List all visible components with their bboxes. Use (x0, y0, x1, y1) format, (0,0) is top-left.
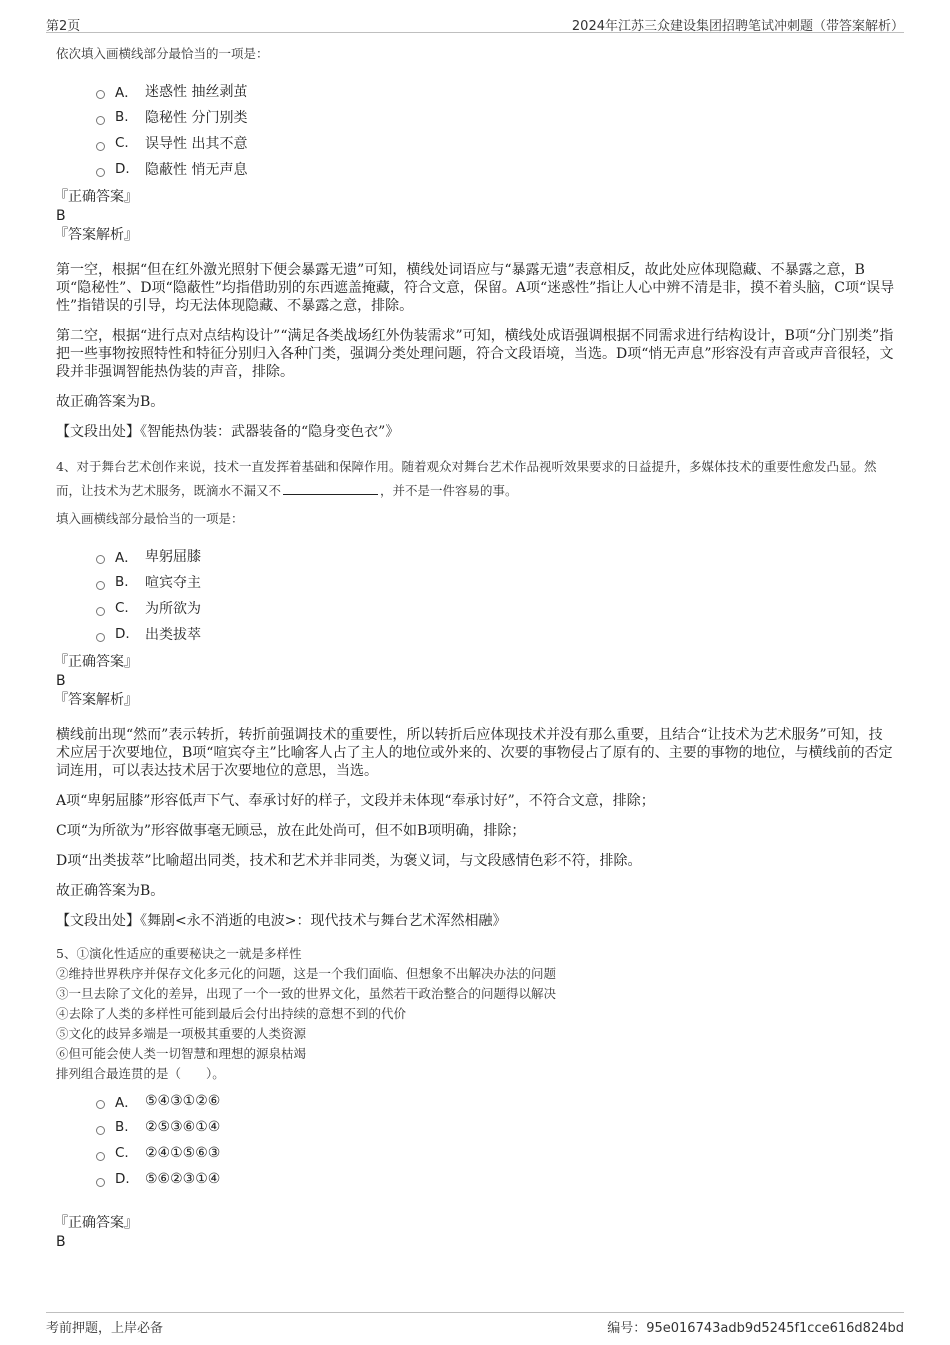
q3-option-a[interactable]: A． 迷惑性 抽丝剥茧 (96, 78, 896, 104)
q4-analysis-conclusion: 故正确答案为B。 (56, 883, 165, 899)
q5-line: ②维持世界秩序并保存文化多元化的问题，这是一个我们面临、但想象不出解决办法的问题 (56, 966, 557, 981)
q5-option-d[interactable]: D. ⑤⑥②③①④ (96, 1166, 896, 1192)
q4-option-a[interactable]: A． 卑躬屈膝 (96, 543, 896, 569)
q5-option-c[interactable]: C. ②④①⑤⑥③ (96, 1140, 896, 1166)
answer-blank (283, 481, 378, 495)
radio-icon[interactable] (96, 607, 105, 616)
q5-line: ④去除了人类的多样性可能到最后会付出持续的意想不到的代价 (56, 1006, 407, 1021)
q4-option-c[interactable]: C. 为所欲为 (96, 595, 896, 621)
q5-line: ③一旦去除了文化的差异，出现了一个一致的世界文化，虽然若干政治整合的问题得以解决 (56, 986, 557, 1001)
q3-analysis-label: 『答案解析』 (54, 227, 138, 243)
radio-icon[interactable] (96, 116, 105, 125)
q4-options (96, 543, 896, 647)
q4-analysis-label: 『答案解析』 (54, 692, 138, 708)
q4-analysis-para-2: A项“卑躬屈膝”形容低声下气、奉承讨好的样子，文段并未体现“奉承讨好”，不符合文意，排除； (56, 793, 655, 809)
document-code: 编号：95e016743adb9d5245f1cce616d824bd (607, 1321, 904, 1336)
q5-line: ⑤文化的歧异多端是一项极其重要的人类资源 (56, 1026, 307, 1041)
page-header (46, 12, 904, 33)
q3-analysis-conclusion: 故正确答案为B。 (56, 394, 165, 410)
q5-answer-label: 『正确答案』 (54, 1215, 138, 1231)
q4-prompt: 填入画横线部分最恰当的一项是： (56, 511, 244, 526)
q5-option-a[interactable]: A． ⑤④③①②⑥ (96, 1088, 896, 1114)
q4-question: 4、对于舞台艺术创作来说，技术一直发挥着基础和保障作用。随着观众对舞台艺术作品视听效果要求的日益提升，多媒体技术的重要性愈发凸显。然而，让技术为艺术服务，既滴水不漏又不 ，并不是一件容易的事。 (56, 459, 877, 498)
document-title: 2024年江苏三众建设集团招聘笔试冲刺题（带答案解析） (571, 19, 904, 34)
page-footer (46, 1312, 904, 1335)
q5-options (96, 1088, 896, 1192)
q3-option-d[interactable]: D. 隐蔽性 悄无声息 (96, 156, 896, 182)
q5-option-b[interactable]: B. ②⑤③⑥①④ (96, 1114, 896, 1140)
radio-icon[interactable] (96, 1126, 105, 1135)
q3-option-c[interactable]: C. 误导性 出其不意 (96, 130, 896, 156)
q4-answer-label: 『正确答案』 (54, 654, 138, 670)
document-body (56, 44, 896, 1252)
radio-icon[interactable] (96, 142, 105, 151)
q5-answer: B (56, 1234, 66, 1250)
radio-icon[interactable] (96, 581, 105, 590)
page-number: 第2页 (46, 19, 81, 34)
q4-answer: B (56, 673, 66, 689)
q3-option-b[interactable]: B. 隐秘性 分门别类 (96, 104, 896, 130)
q4-analysis-para-1: 横线前出现“然而”表示转折，转折前强调技术的重要性，所以转折后应体现技术并没有那么重要，且结合“让技术为艺术服务”可知，技术应居于次要地位，B项“喧宾夺主”比喻客人占了主人的地位或外来的、次要的事物侵占了原有的、主要的事物的地位，与横线前的否定词连用，可以表达技术居于次要地位的意思，当选。 (56, 727, 893, 779)
q3-prompt: 依次填入画横线部分最恰当的一项是： (56, 46, 269, 61)
radio-icon[interactable] (96, 1178, 105, 1187)
q4-analysis-para-4: D项“出类拔萃”比喻超出同类，技术和艺术并非同类，为褒义词，与文段感情色彩不符，排除。 (56, 853, 642, 869)
radio-icon[interactable] (96, 168, 105, 177)
radio-icon[interactable] (96, 1100, 105, 1109)
q3-analysis-para-2: 第二空，根据“进行点对点结构设计”“满足各类战场红外伪装需求”可知，横线处成语强调根据不同需求进行结构设计，B项“分门别类”指把一些事物按照特性和特征分别归入各种门类，强调分类处理问题，符合文段语境，当选。D项“悄无声息”形容没有声音或声音很轻，文段并非强调智能热伪装的声音，排除。 (56, 328, 894, 380)
q3-source: 【文段出处】《智能热伪装：武器装备的“隐身变色衣”》 (56, 424, 400, 440)
q4-analysis-para-3: C项“为所欲为”形容做事毫无顾忌，放在此处尚可，但不如B项明确，排除； (56, 823, 526, 839)
radio-icon[interactable] (96, 90, 105, 99)
q3-analysis-para-1: 第一空，根据“但在红外激光照射下便会暴露无遗”可知，横线处词语应与“暴露无遗”表意相反，故此处应体现隐藏、不暴露之意，B项“隐秘性”、D项“隐蔽性”均指借助别的东西遮盖掩藏，符合文意，保留。A项“迷惑性”指让人心中辨不清是非，摸不着头脑，C项“误导性”指错误的引导，均无法体现隐藏、不暴露之意，排除。 (56, 262, 895, 314)
q4-option-d[interactable]: D. 出类拔萃 (96, 621, 896, 647)
q5-question (56, 944, 896, 1084)
q4-source: 【文段出处】《舞剧<永不消逝的电波>：现代技术与舞台艺术浑然相融》 (56, 913, 507, 929)
radio-icon[interactable] (96, 555, 105, 564)
q4-option-b[interactable]: B. 喧宾夺主 (96, 569, 896, 595)
radio-icon[interactable] (96, 1152, 105, 1161)
q5-prompt: 排列组合最连贯的是（ ）。 (56, 1066, 225, 1081)
q3-answer: B (56, 208, 66, 224)
q3-options (96, 78, 896, 182)
footer-slogan: 考前押题，上岸必备 (46, 1321, 164, 1336)
q3-answer-label: 『正确答案』 (54, 189, 138, 205)
q5-line: ⑥但可能会使人类一切智慧和理想的源泉枯竭 (56, 1046, 307, 1061)
radio-icon[interactable] (96, 633, 105, 642)
q5-line: 5、①演化性适应的重要秘诀之一就是多样性 (56, 946, 302, 961)
